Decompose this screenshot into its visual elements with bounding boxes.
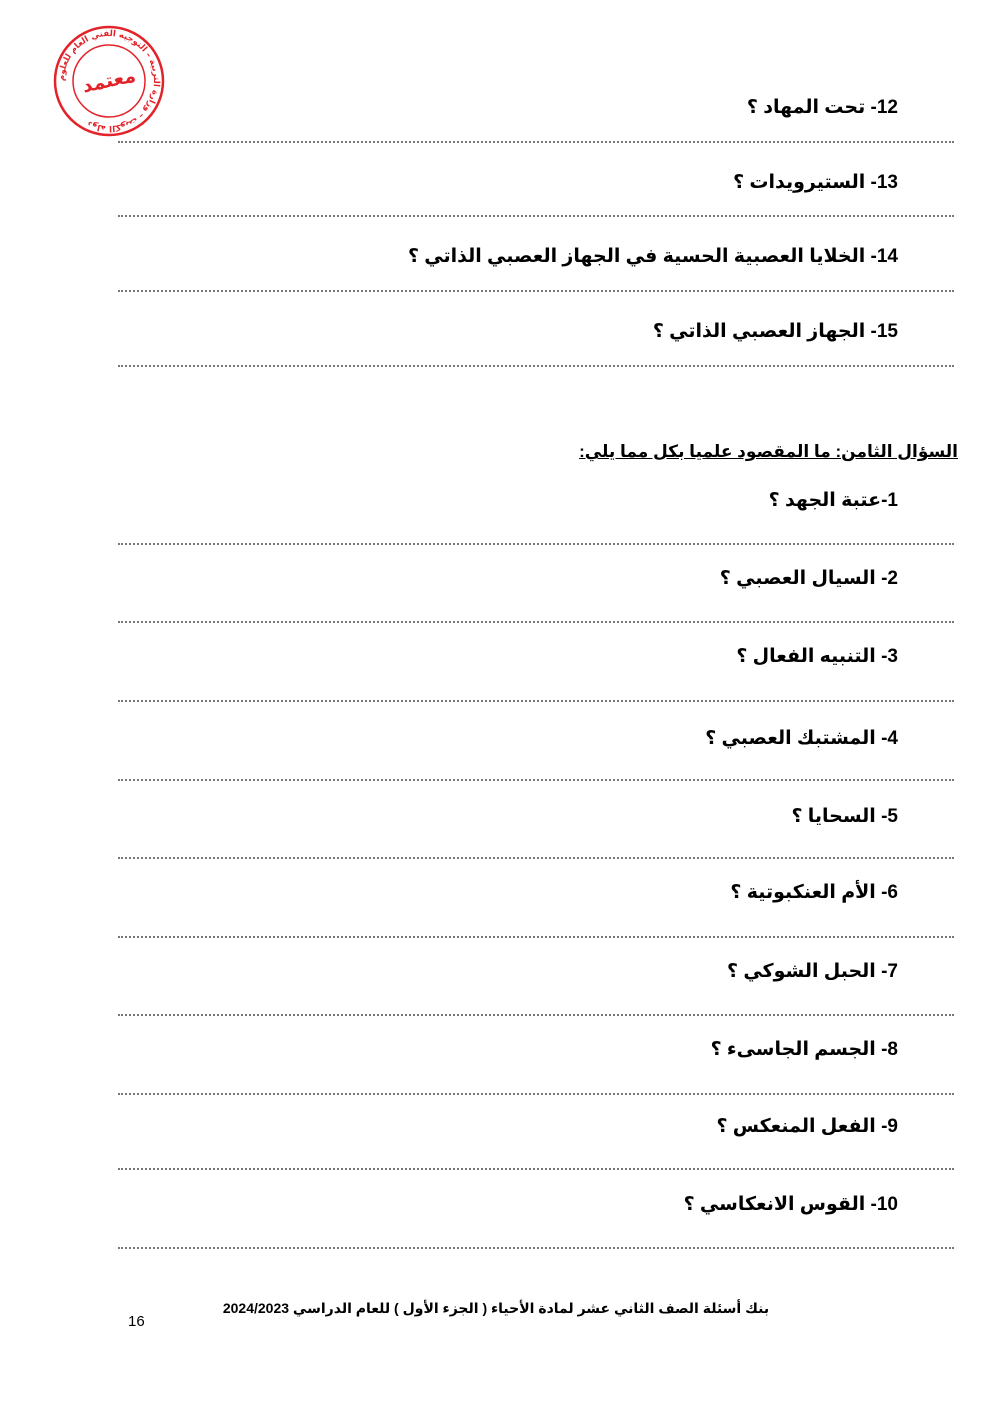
- stamp-text: معتمد: [80, 64, 138, 98]
- question-4: 4- المشتبك العصبي ؟: [705, 728, 898, 749]
- question-10: 10- القوس الانعكاسي ؟: [683, 1194, 898, 1215]
- answer-line: [118, 139, 954, 143]
- question-12: 12- تحت المهاد ؟: [746, 97, 898, 118]
- answer-line: [118, 1166, 954, 1170]
- page-footer: بنك أسئلة الصف الثاني عشر لمادة الأحياء ( الجزء الأول ) للعام الدراسي 2024/2023: [222, 1300, 770, 1316]
- answer-line: [118, 541, 954, 545]
- answer-line: [118, 363, 954, 367]
- stamp-ring-text: دولة الكويت – وزارة التربية – التوجيه الفني العام للعلوم: [56, 28, 162, 134]
- page-number: 16: [128, 1313, 145, 1330]
- question-5: 5- السحايا ؟: [791, 806, 898, 827]
- answer-line: [118, 698, 954, 702]
- answer-line: [118, 934, 954, 938]
- question-14: 14- الخلايا العصبية الحسية في الجهاز العصبي الذاتي ؟: [407, 246, 898, 267]
- section-title: السؤال الثامن: ما المقصود علميا بكل مما يلي:: [579, 442, 958, 461]
- question-1: 1-عتبة الجهد ؟: [768, 490, 898, 511]
- answer-line: [118, 213, 954, 217]
- question-7: 7- الحبل الشوكي ؟: [727, 961, 898, 982]
- question-13: 13- الستيرويدات ؟: [733, 172, 898, 193]
- question-9: 9- الفعل المنعكس ؟: [716, 1116, 898, 1137]
- answer-line: [118, 1012, 954, 1016]
- question-3: 3- التنبيه الفعال ؟: [736, 646, 898, 667]
- question-8: 8- الجسم الجاسىء ؟: [710, 1039, 898, 1060]
- approval-stamp: [50, 22, 168, 140]
- answer-line: [118, 288, 954, 292]
- question-2: 2- السيال العصبي ؟: [719, 568, 898, 589]
- question-15: 15- الجهاز العصبي الذاتي ؟: [652, 321, 898, 342]
- answer-line: [118, 777, 954, 781]
- answer-line: [118, 619, 954, 623]
- answer-line: [118, 1245, 954, 1249]
- question-6: 6- الأم العنكبوتية ؟: [730, 882, 898, 903]
- answer-line: [118, 1091, 954, 1095]
- answer-line: [118, 855, 954, 859]
